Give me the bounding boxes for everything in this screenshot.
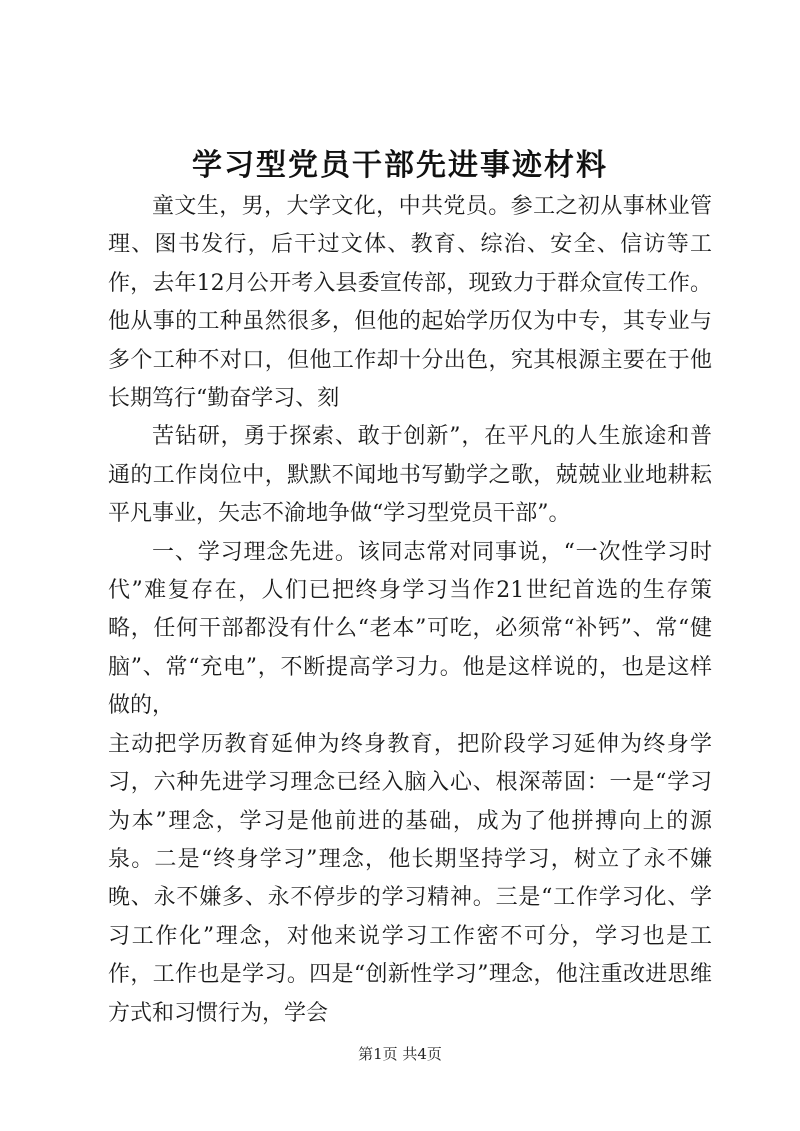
document-title: 学习型党员干部先进事迹材料 [192, 148, 608, 183]
paragraph-learning-concept: 一、学习理念先进。该同志常对同事说，“一次性学习时代”难复存在，人们已把终身学习当作21世纪首选的生存策略，任何干部都没有什么“老本”可吃，必须常“补钙”、常“健脑”、常“充电”，不断提高学习力。他是这样说的，也是这样做的， [108, 539, 712, 719]
paragraph-intro: 童文生，男，大学文化，中共党员。参工之初从事林业管理、图书发行，后干过文体、教育、综治、安全、信访等工作，去年12月公开考入县委宣传部，现致力于群众宣传工作。他从事的工种虽然很多，但他的起始学历仅为中专，其专业与多个工种不对口，但他工作却十分出色，究其根源主要在于他长期笃行“勤奋学习、刻 [108, 194, 712, 412]
document-body [108, 188, 712, 1033]
paragraph-learning-concept-continued: 主动把学历教育延伸为终身教育，把阶段学习延伸为终身学习，六种先进学习理念已经入脑入心、根深蒂固：一是“学习为本”理念，学习是他前进的基础，成为了他拼搏向上的源泉。二是“终身学习”理念，他长期坚持学习，树立了永不嫌晚、永不嫌多、永不停步的学习精神。三是“工作学习化、学习工作化”理念，对他来说学习工作密不可分，学习也是工作，工作也是学习。四是“创新性学习”理念，他注重改进思维方式和习惯行为，学会 [108, 731, 712, 1026]
paragraph-continuation: 苦钻研，勇于探索、敢于创新”，在平凡的人生旅途和普通的工作岗位中，默默不闻地书写勤学之歌，兢兢业业地耕耘平凡事业，矢志不渝地争做“学习型党员干部”。 [108, 424, 712, 527]
page-footer: 第1页 共4页 [358, 1045, 442, 1063]
